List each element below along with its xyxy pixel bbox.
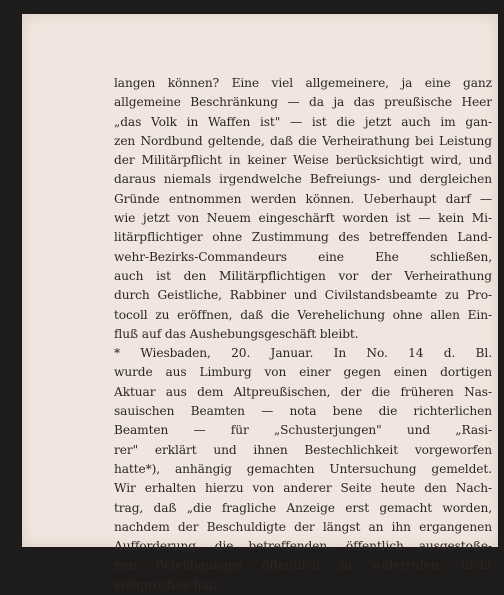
text-line: „das Volk in Waffen ist" — ist die jetzt auch im gan- (114, 114, 492, 129)
text-line: auch ist den Militärpflichtigen vor der Verheirathung (114, 268, 492, 283)
text-line: Aktuar aus dem Altpreußischen, der die früheren Nas- (114, 384, 492, 399)
text-line: wehr-Bezirks-Commandeurs eine Ehe schließen, (114, 249, 492, 264)
text-line: wie jetzt von Neuem eingeschärft worden ist — kein Mi- (114, 211, 492, 226)
text-line: tocoll zu eröffnen, daß die Verehelichung ohne allen Ein- (114, 307, 492, 322)
article-text-block (114, 74, 492, 595)
text-line: litärpflichtiger ohne Zustimmung des betreffenden Land- (114, 230, 492, 245)
text-line: Aufforderung, die betreffenden, öffentlich ausgestoße- (114, 539, 492, 554)
text-line: entsprochen hat. (114, 577, 218, 592)
text-line: wurde aus Limburg von einer gegen einen dortigen (114, 365, 492, 380)
text-line: daraus niemals irgendwelche Befreiungs- und dergleichen (114, 172, 492, 187)
text-line: Gründe entnommen werden können. Ueberhaupt darf — (114, 191, 492, 206)
text-line: trag, daß „die fragliche Anzeige erst gemacht worden, (114, 500, 492, 515)
text-line: allgemeine Beschränkung — da ja das preußische Heer (114, 95, 492, 110)
text-line: durch Geistliche, Rabbiner und Civilstandsbeamte zu Pro- (114, 288, 492, 303)
text-line: der Militärpflicht in keiner Weise berücksichtigt wird, und (114, 153, 492, 168)
text-line: zen Nordbund geltende, daß die Verheirathung bei Leistung (114, 133, 492, 148)
text-line: hatte*), anhängig gemachten Untersuchung gemeldet. (114, 461, 492, 476)
text-line: nachdem der Beschuldigte der längst an ihn ergangenen (114, 519, 492, 534)
text-line: Beamten — für „Schusterjungen" und „Rasi- (114, 423, 492, 438)
text-line: sauischen Beamten — nota bene die richterlichen (114, 404, 492, 419)
text-line: Wir erhalten hierzu von anderer Seite heute den Nach- (114, 481, 492, 496)
text-line: rer" erklärt und ihnen Bestechlichkeit vorgeworfen (114, 442, 492, 457)
text-line: fluß auf das Aushebungsgeschäft bleibt. (114, 326, 359, 341)
dateline: * Wiesbaden, 20. Januar. In No. 14 d. Bl. (114, 346, 492, 361)
text-line: nen Beleidigungen öffentlich zu widerrufen, nicht (114, 558, 492, 573)
text-line: langen können? Eine viel allgemeinere, ja eine ganz (114, 76, 492, 90)
